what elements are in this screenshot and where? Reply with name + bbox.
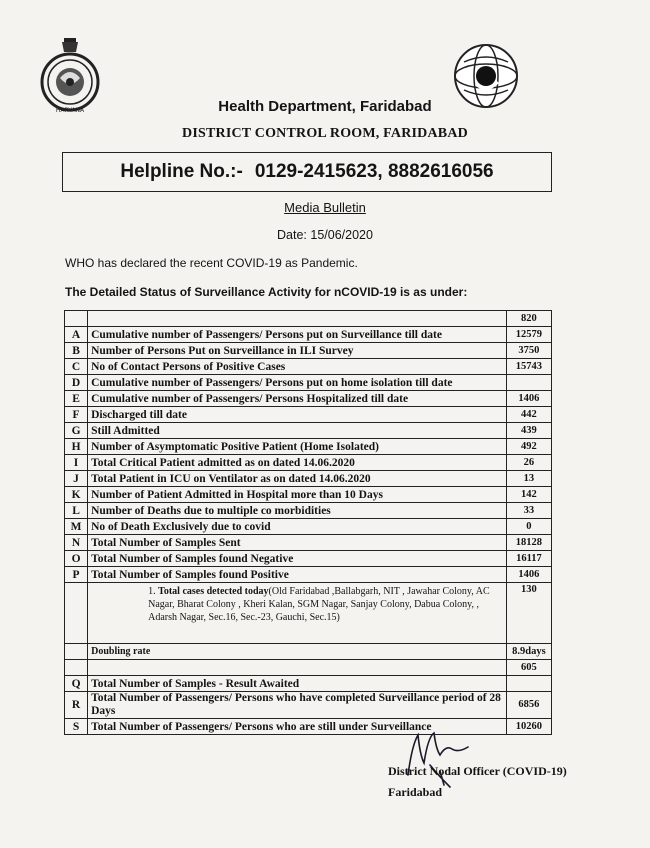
table-row [65, 423, 552, 439]
row-letter [65, 311, 88, 327]
row-label [88, 311, 507, 327]
doubling-label: Doubling rate [88, 644, 507, 660]
row-letter: H [65, 439, 88, 455]
row-value: 820 [506, 311, 551, 327]
row-value: 605 [506, 660, 551, 676]
row-label: Discharged till date [88, 407, 507, 423]
subitem-lead: Total cases detected today [158, 586, 269, 597]
row-value [506, 375, 551, 391]
row-label: Number of Persons Put on Surveillance in ILI Survey [88, 343, 507, 359]
row-letter: A [65, 327, 88, 343]
row-value: 3750 [506, 343, 551, 359]
row-letter: C [65, 359, 88, 375]
row-label: Total Number of Samples Sent [88, 535, 507, 551]
row-label: Cumulative number of Passengers/ Persons put on home isolation till date [88, 375, 507, 391]
svg-text:HARYANA: HARYANA [55, 107, 85, 114]
table-row [65, 535, 552, 551]
table-row-doubling [65, 644, 552, 660]
row-letter: R [65, 692, 88, 719]
table-row [65, 359, 552, 375]
row-letter [65, 660, 88, 676]
row-value: 26 [506, 455, 551, 471]
department-title: Health Department, Faridabad [218, 98, 432, 115]
row-letter: O [65, 551, 88, 567]
row-label: Total Number of Passengers/ Persons who have completed Surveillance period of 28 Days [88, 692, 507, 719]
row-label: Total Patient in ICU on Ventilator as on dated 14.06.2020 [88, 471, 507, 487]
helpline-label: Helpline No.:- [120, 161, 243, 182]
row-value: 10260 [506, 719, 551, 735]
row-label: Number of Asymptomatic Positive Patient (Home Isolated) [88, 439, 507, 455]
row-letter [65, 644, 88, 660]
row-letter: I [65, 455, 88, 471]
status-heading: The Detailed Status of Surveillance Activity for nCOVID-19 is as under: [65, 285, 468, 299]
row-letter: D [65, 375, 88, 391]
table-row [65, 503, 552, 519]
control-room-title: DISTRICT CONTROL ROOM, FARIDABAD [182, 126, 468, 141]
row-letter: B [65, 343, 88, 359]
row-value: 6856 [506, 692, 551, 719]
subitem-number: 1. [148, 586, 156, 597]
who-statement: WHO has declared the recent COVID-19 as Pandemic. [65, 256, 358, 270]
row-value: 18128 [506, 535, 551, 551]
helpline-numbers: 0129-2415623, 8882616056 [254, 161, 494, 182]
row-letter: N [65, 535, 88, 551]
row-label: Number of Patient Admitted in Hospital more than 10 Days [88, 487, 507, 503]
row-value: 1406 [506, 567, 551, 583]
row-letter: J [65, 471, 88, 487]
subitem-cell [88, 583, 507, 644]
row-value: 0 [506, 519, 551, 535]
table-row [65, 487, 552, 503]
row-letter: P [65, 567, 88, 583]
row-letter: E [65, 391, 88, 407]
row-letter: F [65, 407, 88, 423]
row-value: 1406 [506, 391, 551, 407]
table-row [65, 375, 552, 391]
table-row [65, 439, 552, 455]
row-label: Total Number of Samples found Negative [88, 551, 507, 567]
subitem-value: 130 [506, 583, 551, 644]
row-value: 33 [506, 503, 551, 519]
row-label: Cumulative number of Passengers/ Persons Hospitalized till date [88, 391, 507, 407]
helpline-box [62, 152, 552, 192]
row-label: Total Number of Samples - Result Awaited [88, 676, 507, 692]
row-value: 442 [506, 407, 551, 423]
row-letter: K [65, 487, 88, 503]
row-letter [65, 583, 88, 644]
bulletin-title: Media Bulletin [284, 200, 366, 215]
table-row [65, 567, 552, 583]
doubling-value: 8.9days [506, 644, 551, 660]
table-row [65, 519, 552, 535]
table-row [65, 471, 552, 487]
row-letter: L [65, 503, 88, 519]
table-row [65, 327, 552, 343]
row-value: 492 [506, 439, 551, 455]
row-label: Total Number of Passengers/ Persons who are still under Surveillance [88, 719, 507, 735]
table-row [65, 407, 552, 423]
table-row [65, 455, 552, 471]
row-letter: S [65, 719, 88, 735]
row-value [506, 676, 551, 692]
table-row [65, 343, 552, 359]
row-label: Total Number of Samples found Positive [88, 567, 507, 583]
row-label: Total Critical Patient admitted as on dated 14.06.2020 [88, 455, 507, 471]
row-value: 13 [506, 471, 551, 487]
table-row [65, 692, 552, 719]
row-label: Cumulative number of Passengers/ Persons put on Surveillance till date [88, 327, 507, 343]
row-value: 16117 [506, 551, 551, 567]
table-row [65, 391, 552, 407]
table-row [65, 676, 552, 692]
subitem-text: (Old Faridabad ,Ballabgarh, NIT , Jawahar Colony, AC Nagar, Bharat Colony , Kheri Kalan, SGM Nagar, Sanjay Colony, Dabua Colony, , Adarsh Nagar, Sec.16, Sec.-23, Gauchi, Sec.15) [148, 586, 490, 623]
row-value: 142 [506, 487, 551, 503]
table-row-subitem [65, 583, 552, 644]
signatory-designation: District Nodal Officer (COVID-19) [388, 764, 567, 778]
row-letter: G [65, 423, 88, 439]
table-row [65, 660, 552, 676]
row-label: No of Death Exclusively due to covid [88, 519, 507, 535]
row-value: 439 [506, 423, 551, 439]
row-letter: Q [65, 676, 88, 692]
table-row [65, 311, 552, 327]
row-value: 12579 [506, 327, 551, 343]
row-letter: M [65, 519, 88, 535]
surveillance-table [64, 310, 552, 735]
row-value: 15743 [506, 359, 551, 375]
row-label [88, 660, 507, 676]
row-label: Number of Deaths due to multiple co morbidities [88, 503, 507, 519]
table-row [65, 551, 552, 567]
row-label: Still Admitted [88, 423, 507, 439]
row-label: No of Contact Persons of Positive Cases [88, 359, 507, 375]
signatory-place: Faridabad [388, 785, 443, 799]
bulletin-date: Date: 15/06/2020 [277, 228, 373, 242]
